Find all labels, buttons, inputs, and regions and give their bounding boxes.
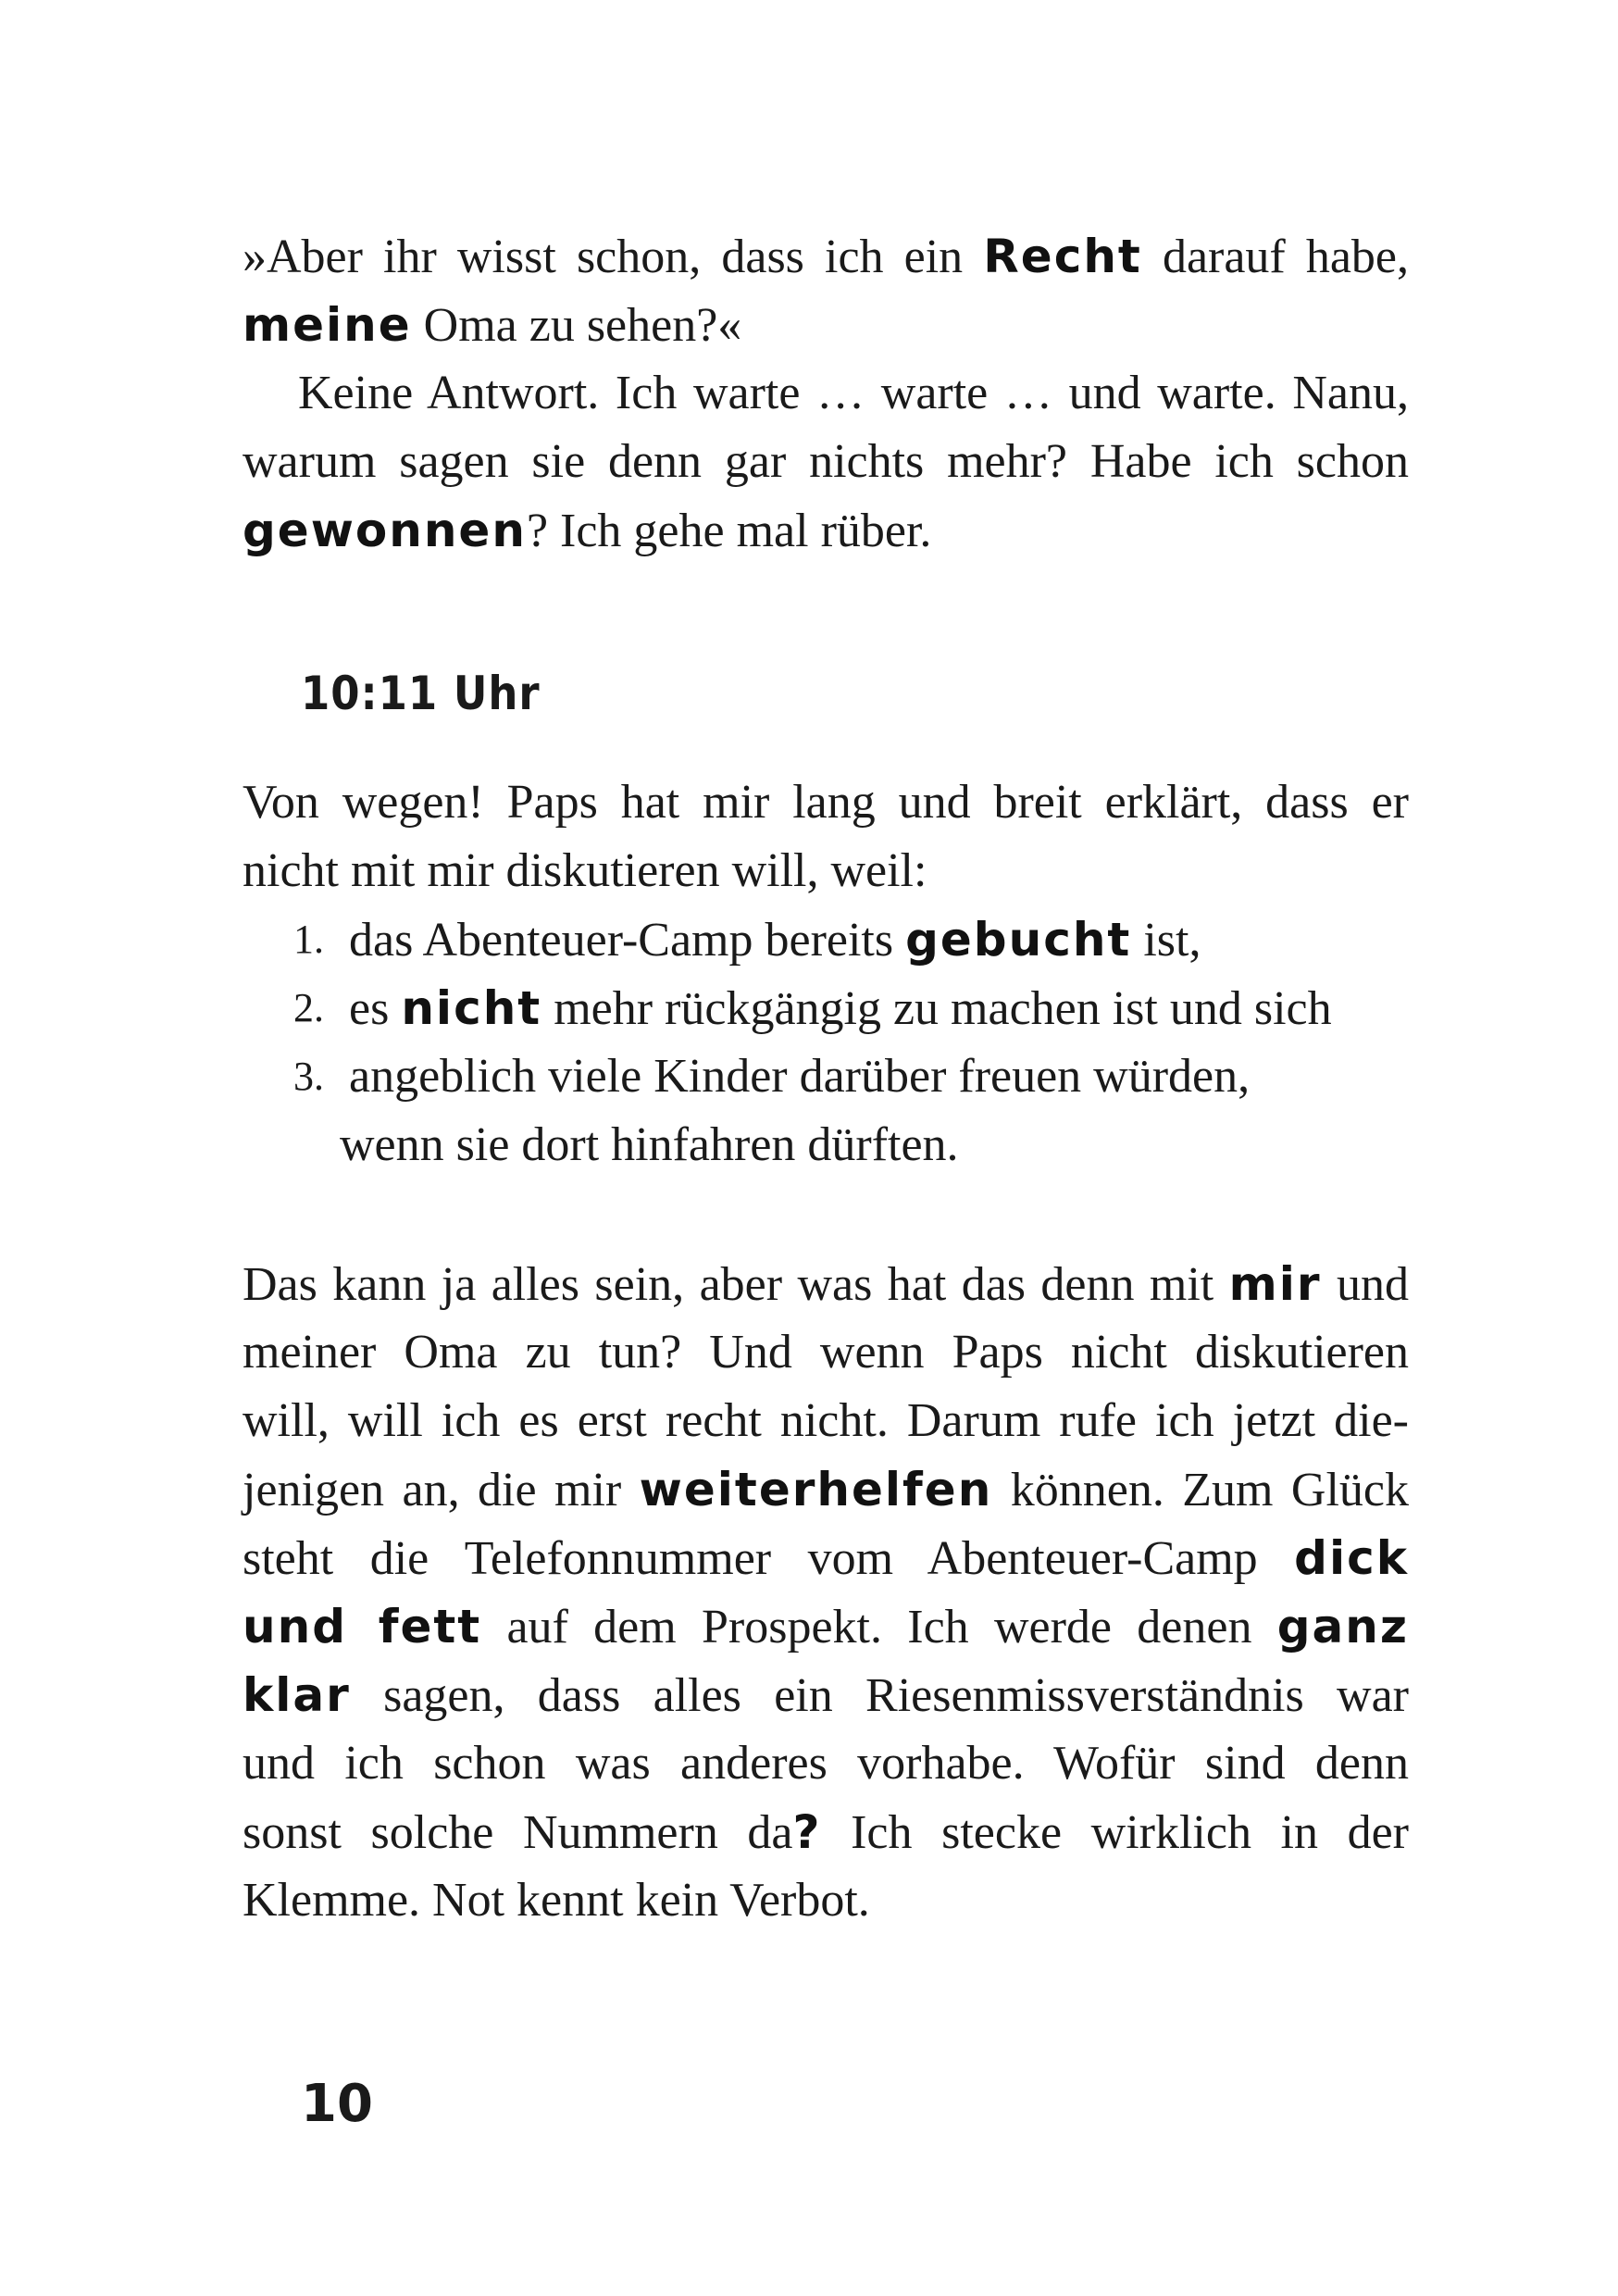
text-line: Keine Antwort. Ich warte … warte … und warte. Nanu, — [298, 367, 1409, 419]
text-line — [243, 1798, 1409, 1866]
list-item — [243, 905, 1409, 974]
emphasized-word: klar — [243, 1668, 351, 1722]
text-line — [243, 1455, 1409, 1524]
emphasized-word: und fett — [243, 1600, 482, 1653]
text-line — [243, 222, 1409, 291]
text-run: »Aber ihr wisst schon, dass ich ein — [243, 231, 984, 283]
list-item — [243, 974, 1409, 1042]
emphasized-word: gebucht — [905, 913, 1132, 967]
text-run: ? Ich gehe mal rüber. — [526, 505, 932, 557]
list-number: 2. — [293, 985, 324, 1030]
emphasized-word: gewonnen — [243, 504, 527, 557]
emphasized-word: mir — [1228, 1257, 1322, 1311]
emphasized-word: weiterhelfen — [639, 1463, 993, 1516]
emphasized-question-mark: ? — [792, 1805, 822, 1859]
text-run: angeblich viele Kinder darüber freuen würden, — [349, 1050, 1251, 1103]
text-run: können. Zum Glück — [992, 1464, 1410, 1516]
text-run: Das kann ja alles sein, aber was hat das denn mit — [243, 1258, 1229, 1311]
text-run: sonst solche Nummern da — [243, 1806, 793, 1859]
text-line: will, will ich es erst recht nicht. Darum rufe ich jetzt die- — [243, 1394, 1409, 1447]
text-run: steht die Telefonnummer vom Abenteuer-Camp — [243, 1532, 1295, 1585]
list-item-continuation: wenn sie dort hinfahren dürften. — [340, 1118, 959, 1171]
text-line: Klemme. Not kennt kein Verbot. — [243, 1874, 870, 1927]
text-run: darauf habe, — [1141, 231, 1410, 283]
paragraph-2 — [243, 359, 1409, 565]
emphasized-word: meine — [243, 298, 412, 352]
text-line — [243, 1524, 1409, 1592]
text-line — [243, 1661, 1409, 1729]
paragraph-3 — [243, 768, 1409, 905]
text-line — [243, 1250, 1409, 1318]
list-number: 3. — [293, 1054, 324, 1099]
text-line: und ich schon was anderes vorhabe. Wofür sind denn — [243, 1737, 1409, 1790]
text-run: mehr rückgängig zu machen ist und sich — [541, 982, 1332, 1035]
text-line: nicht mit mir diskutieren will, weil: — [243, 844, 927, 897]
text-run: es — [349, 982, 402, 1035]
text-line: Von wegen! Paps hat mir lang und breit erklärt, dass er — [243, 776, 1409, 829]
text-line — [243, 291, 1409, 359]
numbered-list — [243, 905, 1409, 1179]
emphasized-word: ganz — [1276, 1600, 1409, 1653]
time-heading: 10:11 Uhr — [301, 667, 541, 720]
emphasized-word: Recht — [983, 230, 1142, 283]
text-run: und — [1321, 1258, 1409, 1311]
paragraph-4 — [243, 1250, 1409, 1935]
text-run: sagen, dass alles ein Riesenmissverständnis war — [350, 1669, 1409, 1722]
list-item — [243, 1042, 1409, 1111]
text-run: auf dem Prospekt. Ich werde denen — [481, 1601, 1277, 1653]
text-run: ist, — [1131, 914, 1201, 967]
text-run: Oma zu sehen?« — [411, 299, 742, 352]
text-run: Ich stecke wirklich in der — [821, 1806, 1409, 1859]
text-run: jenigen an, die mir — [243, 1464, 640, 1516]
page-number: 10 — [301, 2074, 373, 2134]
emphasized-word: dick — [1294, 1531, 1409, 1585]
list-number: 1. — [293, 917, 324, 962]
text-line: meiner Oma zu tun? Und wenn Paps nicht diskutieren — [243, 1326, 1409, 1379]
text-line: warum sagen sie denn gar nichts mehr? Habe ich schon — [243, 435, 1409, 488]
text-run: das Abenteuer-Camp bereits — [349, 914, 906, 967]
text-line — [243, 496, 1409, 565]
emphasized-word: nicht — [401, 981, 542, 1035]
text-line — [243, 1592, 1409, 1661]
paragraph-1 — [243, 222, 1409, 359]
